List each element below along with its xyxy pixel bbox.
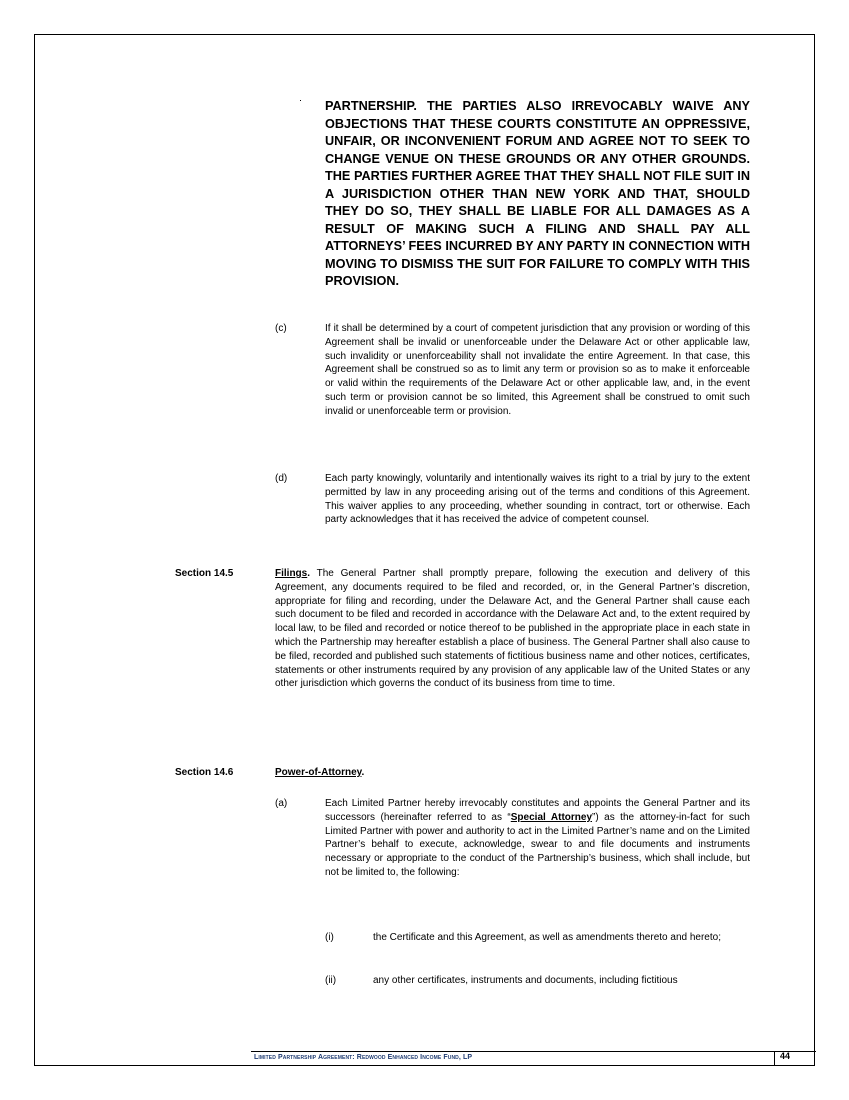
clause-a-label: (a) — [275, 798, 288, 809]
section-14-6-heading: Power-of-Attorney — [275, 767, 362, 778]
clause-a-text — [325, 797, 750, 880]
section-14-5-heading: Filings — [275, 568, 308, 579]
section-14-6-label: Section 14.6 — [175, 767, 234, 778]
item-ii-label: (ii) — [325, 975, 337, 986]
clause-a-text-before: Each Limited Partner hereby irrevocably constitutes and appoints the General Partner and its successors (hereinafter referred to as “ — [325, 798, 750, 823]
page-number: 44 — [780, 1051, 791, 1061]
footer-title: Limited Partnership Agreement: Redwood Enhanced Income Fund, LP — [254, 1054, 473, 1061]
section-14-6-heading-punct: . — [361, 767, 365, 778]
special-attorney-term: Special Attorney — [510, 811, 593, 823]
clause-a-text-after: ”) as the attorney-in-fact for such Limited Partner with power and authority to act in the Limited Partner’s name and on the Limited Partner’s behalf to execute, acknowledge, swear to and file documents and instruments necessary or appropriate to the conduct of the Partnership’s business, which shall include, but not be limited to, the following: — [325, 811, 750, 878]
stray-dot — [300, 100, 301, 101]
section-14-5-body — [275, 567, 750, 691]
item-i-label: (i) — [325, 932, 334, 943]
caps-waiver-paragraph: PARTNERSHIP. THE PARTIES ALSO IRREVOCABLY WAIVE ANY OBJECTIONS THAT THESE COURTS CONSTITUTE AN OPPRESSIVE, UNFAIR, OR INCONVENIENT FORUM AND AGREE NOT TO SEEK TO CHANGE VENUE ON THESE GROUNDS OR ANY OTHER GROUNDS. THE PARTIES FURTHER AGREE THAT THEY SHALL NOT FILE SUIT IN A JURISDICTION OTHER THAN NEW YORK AND THAT, SHOULD THEY DO SO, THEY SHALL BE LIABLE FOR ALL DAMAGES AS A RESULT OF MAKING SUCH A FILING AND SHALL PAY ALL ATTORNEYS’ FEES INCURRED BY ANY PARTY IN CONNECTION WITH MOVING TO DISMISS THE SUIT FOR FAILURE TO COMPLY WITH THIS PROVISION. — [325, 99, 750, 288]
clause-c-label: (c) — [275, 323, 287, 334]
clause-d-label: (d) — [275, 473, 288, 484]
section-14-6-heading-line — [275, 766, 750, 780]
item-i-text: the Certificate and this Agreement, as well as amendments thereto and hereto; — [373, 932, 721, 943]
section-14-5-text: The General Partner shall promptly prepare, following the execution and delivery of this Agreement, any documents required to be filed and recorded, or, in the General Partner’s discretion, appropriate for filing and recording, under the Delaware Act, and the General Partner shall cause each such document to be filed and recorded in accordance with the Delaware Act and, to the extent required by local law, to be filed and recorded or notice thereof to be published in the appropriate place in each state in which the Partnership may hereafter establish a place of business. The General Partner shall also cause to be filed, recorded and published such statements of fictitious business name and other notices, certificates, statements or other instruments required by any provision of any applicable law of the United States or any other jurisdiction which governs the conduct of its business from time to time. — [275, 568, 750, 690]
clause-c-text: If it shall be determined by a court of competent jurisdiction that any provision or wording of this Agreement shall be invalid or unenforceable under the Delaware Act or other applicable law, such invalidity or unenforceability shall not invalidate the entire Agreement. In that case, this Agreement shall be construed so as to limit any term or provision so as to make it enforceable or valid within the requirements of the Delaware Act or other applicable law, and, in the event such term or provision cannot be so limited, this Agreement shall be construed to omit such invalid or unenforceable term or provision. — [325, 323, 750, 417]
section-14-5-heading-punct: . — [307, 568, 311, 579]
section-14-5-label: Section 14.5 — [175, 568, 234, 579]
item-ii-text: any other certificates, instruments and documents, including fictitious — [373, 975, 678, 986]
clause-d-text: Each party knowingly, voluntarily and intentionally waives its right to a trial by jury to the extent permitted by law in any proceeding arising out of the terms and conditions of this Agreement. This waiver applies to any proceeding, whether sounding in contract, tort or otherwise. Each party acknowledges that it has received the advice of competent counsel. — [325, 473, 750, 526]
